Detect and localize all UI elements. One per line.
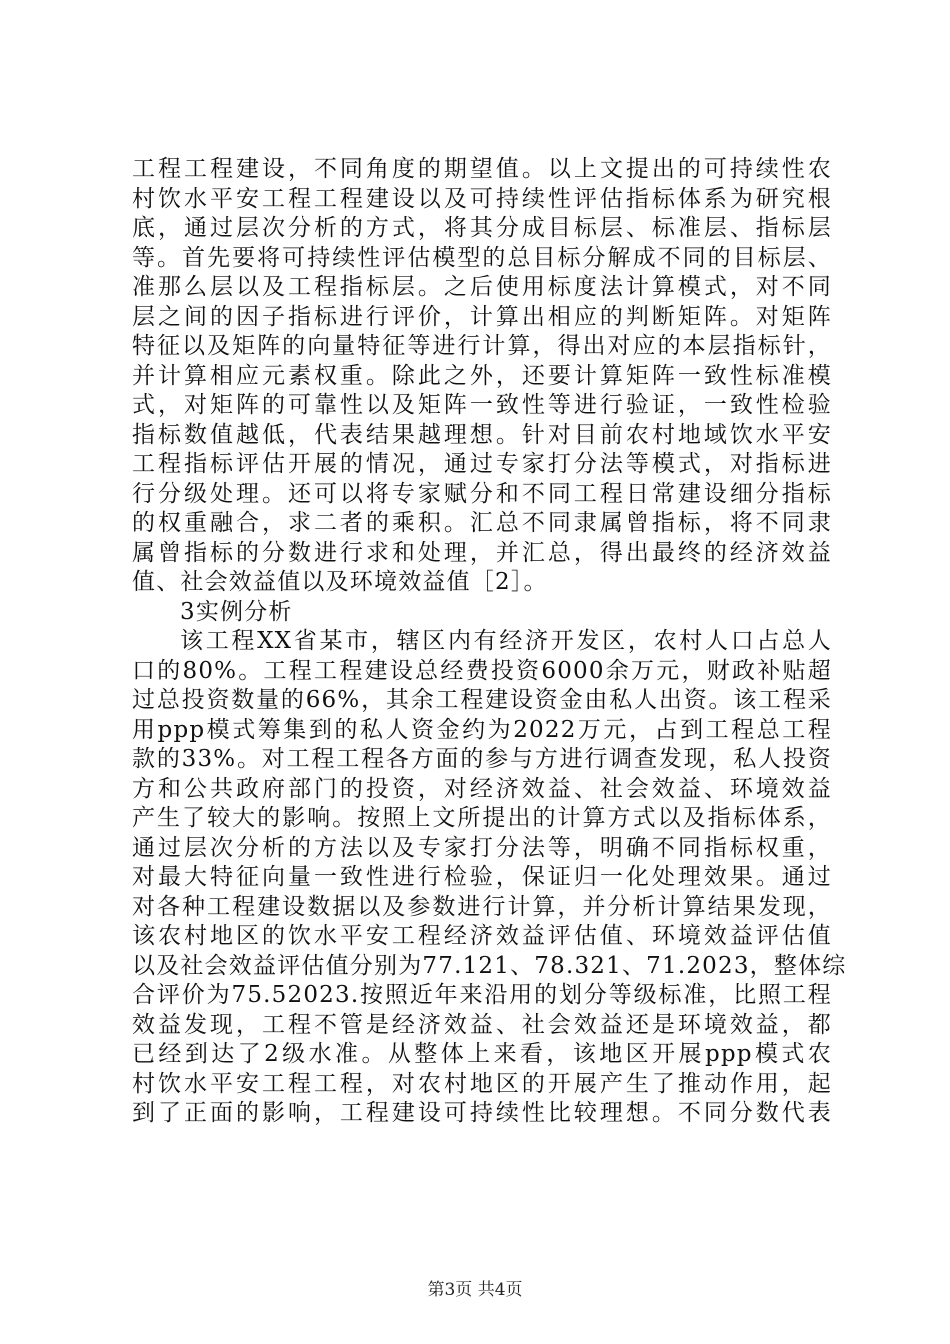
text-line: 对各种工程建设数据以及参数进行计算，并分析计算结果发现， (132, 893, 832, 920)
text-line: 底，通过层次分析的方式，将其分成目标层、标准层、指标层 (132, 215, 832, 241)
text-line: 口的80%。工程工程建设总经费投资6000余万元，财政补贴超 (132, 657, 832, 684)
text-line: 工程工程建设，不同角度的期望值。以上文提出的可持续性农 (132, 156, 832, 182)
text-line: 该农村地区的饮水平安工程经济效益评估值、环境效益评估值 (132, 923, 832, 949)
paragraph-2 (132, 627, 847, 1129)
section-heading: 3实例分析 (180, 598, 293, 625)
text-line: 效益发现，工程不管是经济效益、社会效益还是环境效益，都 (132, 1011, 832, 1038)
text-line: 已经到达了2级水准。从整体上来看，该地区开展ppp模式农 (132, 1041, 832, 1067)
text-line: 过总投资数量的66%，其余工程建设资金由私人出资。该工程采 (132, 687, 832, 713)
text-line: 通过层次分析的方法以及专家打分法等，明确不同指标权重， (132, 834, 832, 861)
text-line: 值、社会效益值以及环境效益值［2］。 (132, 569, 548, 595)
text-line: 用ppp模式筹集到的私人资金约为2022万元，占到工程总工程 (132, 716, 832, 743)
text-line: 行分级处理。还可以将专家赋分和不同工程日常建设细分指标 (132, 480, 832, 507)
text-line: 村饮水平安工程工程，对农村地区的开展产生了推动作用，起 (132, 1070, 832, 1097)
text-line: 并计算相应元素权重。除此之外，还要计算矩阵一致性标准模 (132, 362, 832, 389)
text-line: 该工程XX省某市，辖区内有经济开发区，农村人口占总人 (180, 628, 832, 654)
text-line: 到了正面的影响，工程建设可持续性比较理想。不同分数代表 (132, 1100, 832, 1126)
text-line: 村饮水平安工程工程建设以及可持续性评估指标体系为研究根 (132, 185, 832, 212)
text-line: 等。首先要将可持续性评估模型的总目标分解成不同的目标层、 (132, 244, 832, 271)
text-line: 特征以及矩阵的向量特征等进行计算，得出对应的本层指标针， (132, 333, 832, 359)
paragraph-1 (132, 155, 832, 598)
text-line: 工程指标评估开展的情况，通过专家打分法等模式，对指标进 (132, 451, 832, 477)
text-line: 合评价为75.52023.按照近年来沿用的划分等级标准，比照工程 (132, 982, 832, 1008)
page-footer: 第3页 共4页 (427, 1280, 523, 1300)
text-line: 层之间的因子指标进行评价，计算出相应的判断矩阵。对矩阵 (132, 303, 832, 330)
text-line: 款的33%。对工程工程各方面的参与方进行调查发现，私人投资 (132, 746, 832, 772)
text-line: 产生了较大的影响。按照上文所提出的计算方式以及指标体系， (132, 805, 832, 831)
body-text (132, 155, 847, 1129)
text-line: 式，对矩阵的可靠性以及矩阵一致性等进行验证，一致性检验 (132, 392, 832, 418)
text-line: 准那么层以及工程指标层。之后使用标度法计算模式，对不同 (132, 274, 832, 300)
text-line: 的权重融合，求二者的乘积。汇总不同隶属曾指标，将不同隶 (132, 510, 832, 536)
text-line: 以及社会效益评估值分别为77.121、78.321、71.2023，整体综 (132, 952, 847, 979)
text-line: 指标数值越低，代表结果越理想。针对目前农村地域饮水平安 (132, 421, 832, 448)
text-line: 属曾指标的分数进行求和处理，并汇总，得出最终的经济效益 (132, 539, 832, 566)
text-line: 对最大特征向量一致性进行检验，保证归一化处理效果。通过 (132, 864, 832, 890)
text-line: 方和公共政府部门的投资，对经济效益、社会效益、环境效益 (132, 775, 832, 802)
